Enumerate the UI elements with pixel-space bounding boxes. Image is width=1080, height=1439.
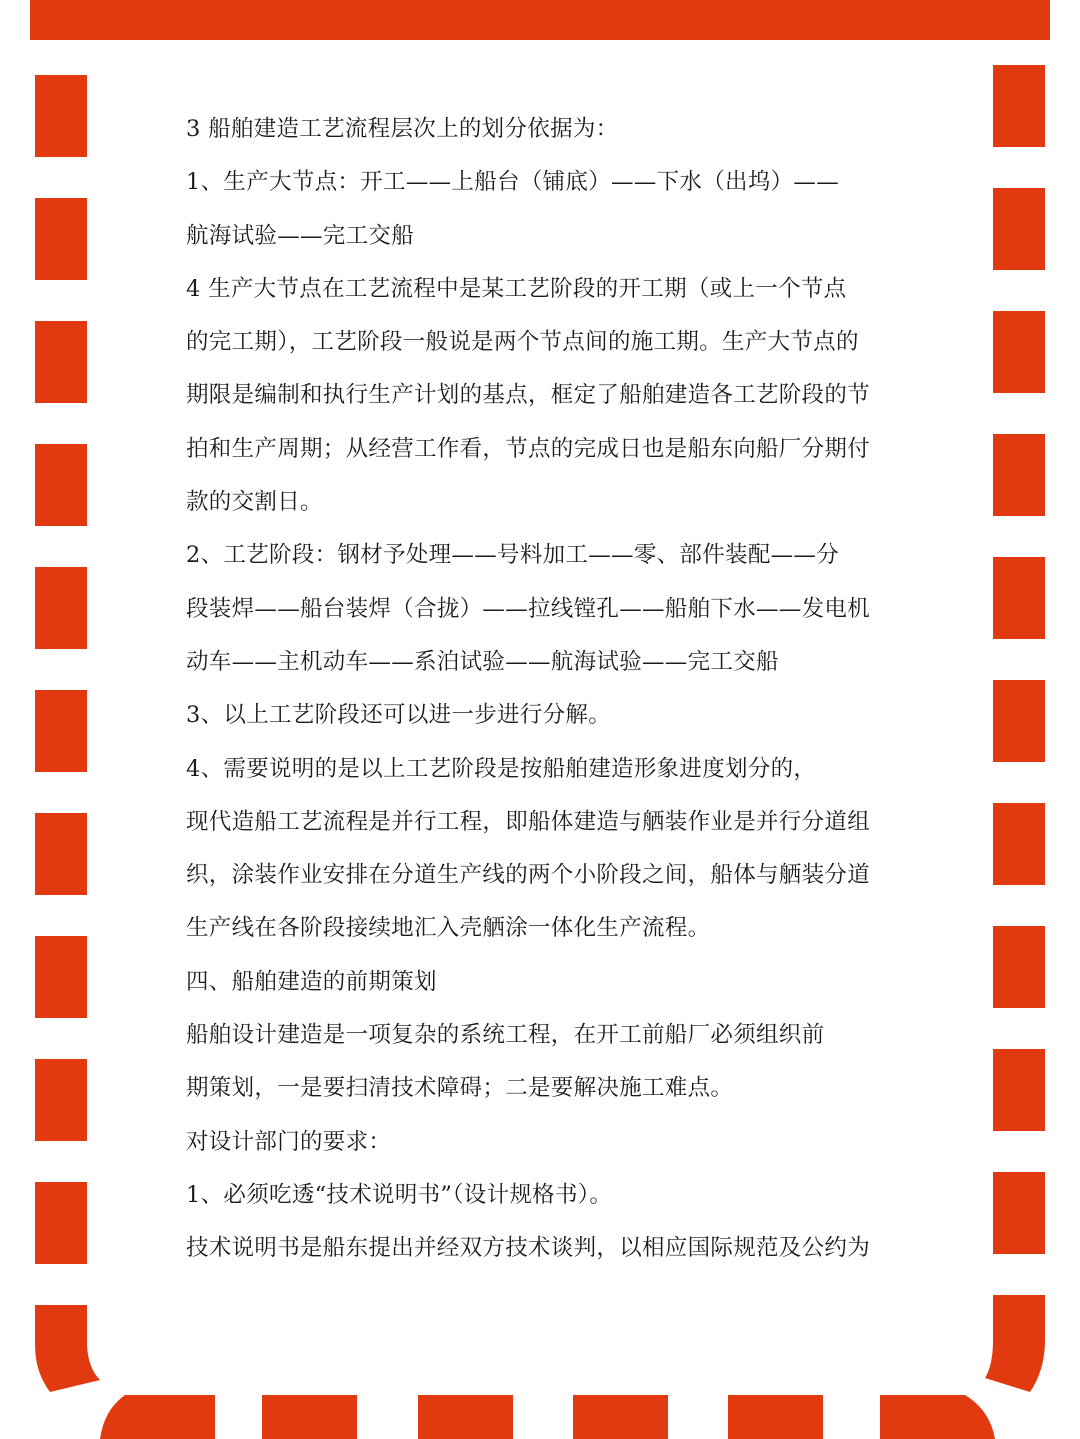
text-line: 航海试验——完工交船 [186,222,415,249]
frame-top-band [30,0,1050,40]
frame-bottom-dash [880,1395,995,1439]
frame-right-dash [993,434,1045,516]
frame-left-dash [35,1182,87,1264]
frame-right-dash [993,1049,1045,1131]
text-line: 2、工艺阶段：钢材予处理——号料加工——零、部件装配——分 [186,542,840,569]
text-line: 现代造船工艺流程是并行工程，即船体建造与舾装作业是并行分道组 [186,808,871,835]
text-line: 4、需要说明的是以上工艺阶段是按船舶建造形象进度划分的， [186,755,817,782]
frame-left-dash [35,1059,87,1141]
section-heading: 四、船舶建造的前期策划 [186,968,437,995]
frame-right-dash [993,1172,1045,1254]
frame-right-dash [993,311,1045,393]
text-line: 款的交割日。 [186,489,323,516]
text-line: 4 生产大节点在工艺流程中是某工艺阶段的开工期（或上一个节点 [186,275,847,302]
frame-left-dash [35,690,87,772]
frame-right-dash [993,557,1045,639]
frame-bottom-dash [418,1395,513,1439]
document-body [186,103,901,1276]
frame-left-dash [35,936,87,1018]
frame-bottom-dash [100,1395,215,1439]
text-line: 期策划，一是要扫清技术障碍；二是要解决施工难点。 [186,1075,734,1102]
frame-bottom-right-corner [985,1295,1045,1392]
frame-right-dash [993,803,1045,885]
text-line: 期限是编制和执行生产计划的基点，框定了船舶建造各工艺阶段的节 [186,382,871,409]
frame-left-dash [35,75,87,157]
frame-right-dash [993,926,1045,1008]
text-line: 织，涂装作业安排在分道生产线的两个小阶段之间，船体与舾装分道 [186,862,871,889]
text-line: 的完工期），工艺阶段一般说是两个节点间的施工期。生产大节点的 [186,329,859,356]
text-line: 3、以上工艺阶段还可以进一步进行分解。 [186,702,612,729]
frame-left-dash [35,444,87,526]
frame-left-dash [35,567,87,649]
text-line: 1、必须吃透“技术说明书”（设计规格书）。 [186,1181,613,1208]
text-line: 1、生产大节点：开工——上船台（铺底）——下水（出坞）—— [186,169,840,196]
frame-right-dash [993,680,1045,762]
frame-bottom-left-corner [35,1305,100,1392]
text-line: 生产线在各阶段接续地汇入壳舾涂一体化生产流程。 [186,915,711,942]
text-line: 段装焊——船台装焊（合拢）——拉线镗孔——船舶下水——发电机 [186,595,871,622]
frame-left-dash [35,198,87,280]
text-line: 技术说明书是船东提出并经双方技术谈判，以相应国际规范及公约为 [186,1235,871,1262]
frame-bottom-dash [573,1395,668,1439]
frame-bottom-dash [262,1395,357,1439]
frame-right-dash [993,188,1045,270]
frame-right-dash [993,65,1045,147]
text-line: 对设计部门的要求： [186,1128,392,1155]
frame-bottom-dash [728,1395,823,1439]
text-line: 3 船舶建造工艺流程层次上的划分依据为： [186,116,619,142]
frame-left-dash [35,321,87,403]
text-line: 船舶设计建造是一项复杂的系统工程，在开工前船厂必须组织前 [186,1022,825,1049]
text-line: 动车——主机动车——系泊试验——航海试验——完工交船 [186,648,779,675]
frame-left-dash [35,813,87,895]
text-line: 拍和生产周期；从经营工作看，节点的完成日也是船东向船厂分期付 [186,435,871,462]
